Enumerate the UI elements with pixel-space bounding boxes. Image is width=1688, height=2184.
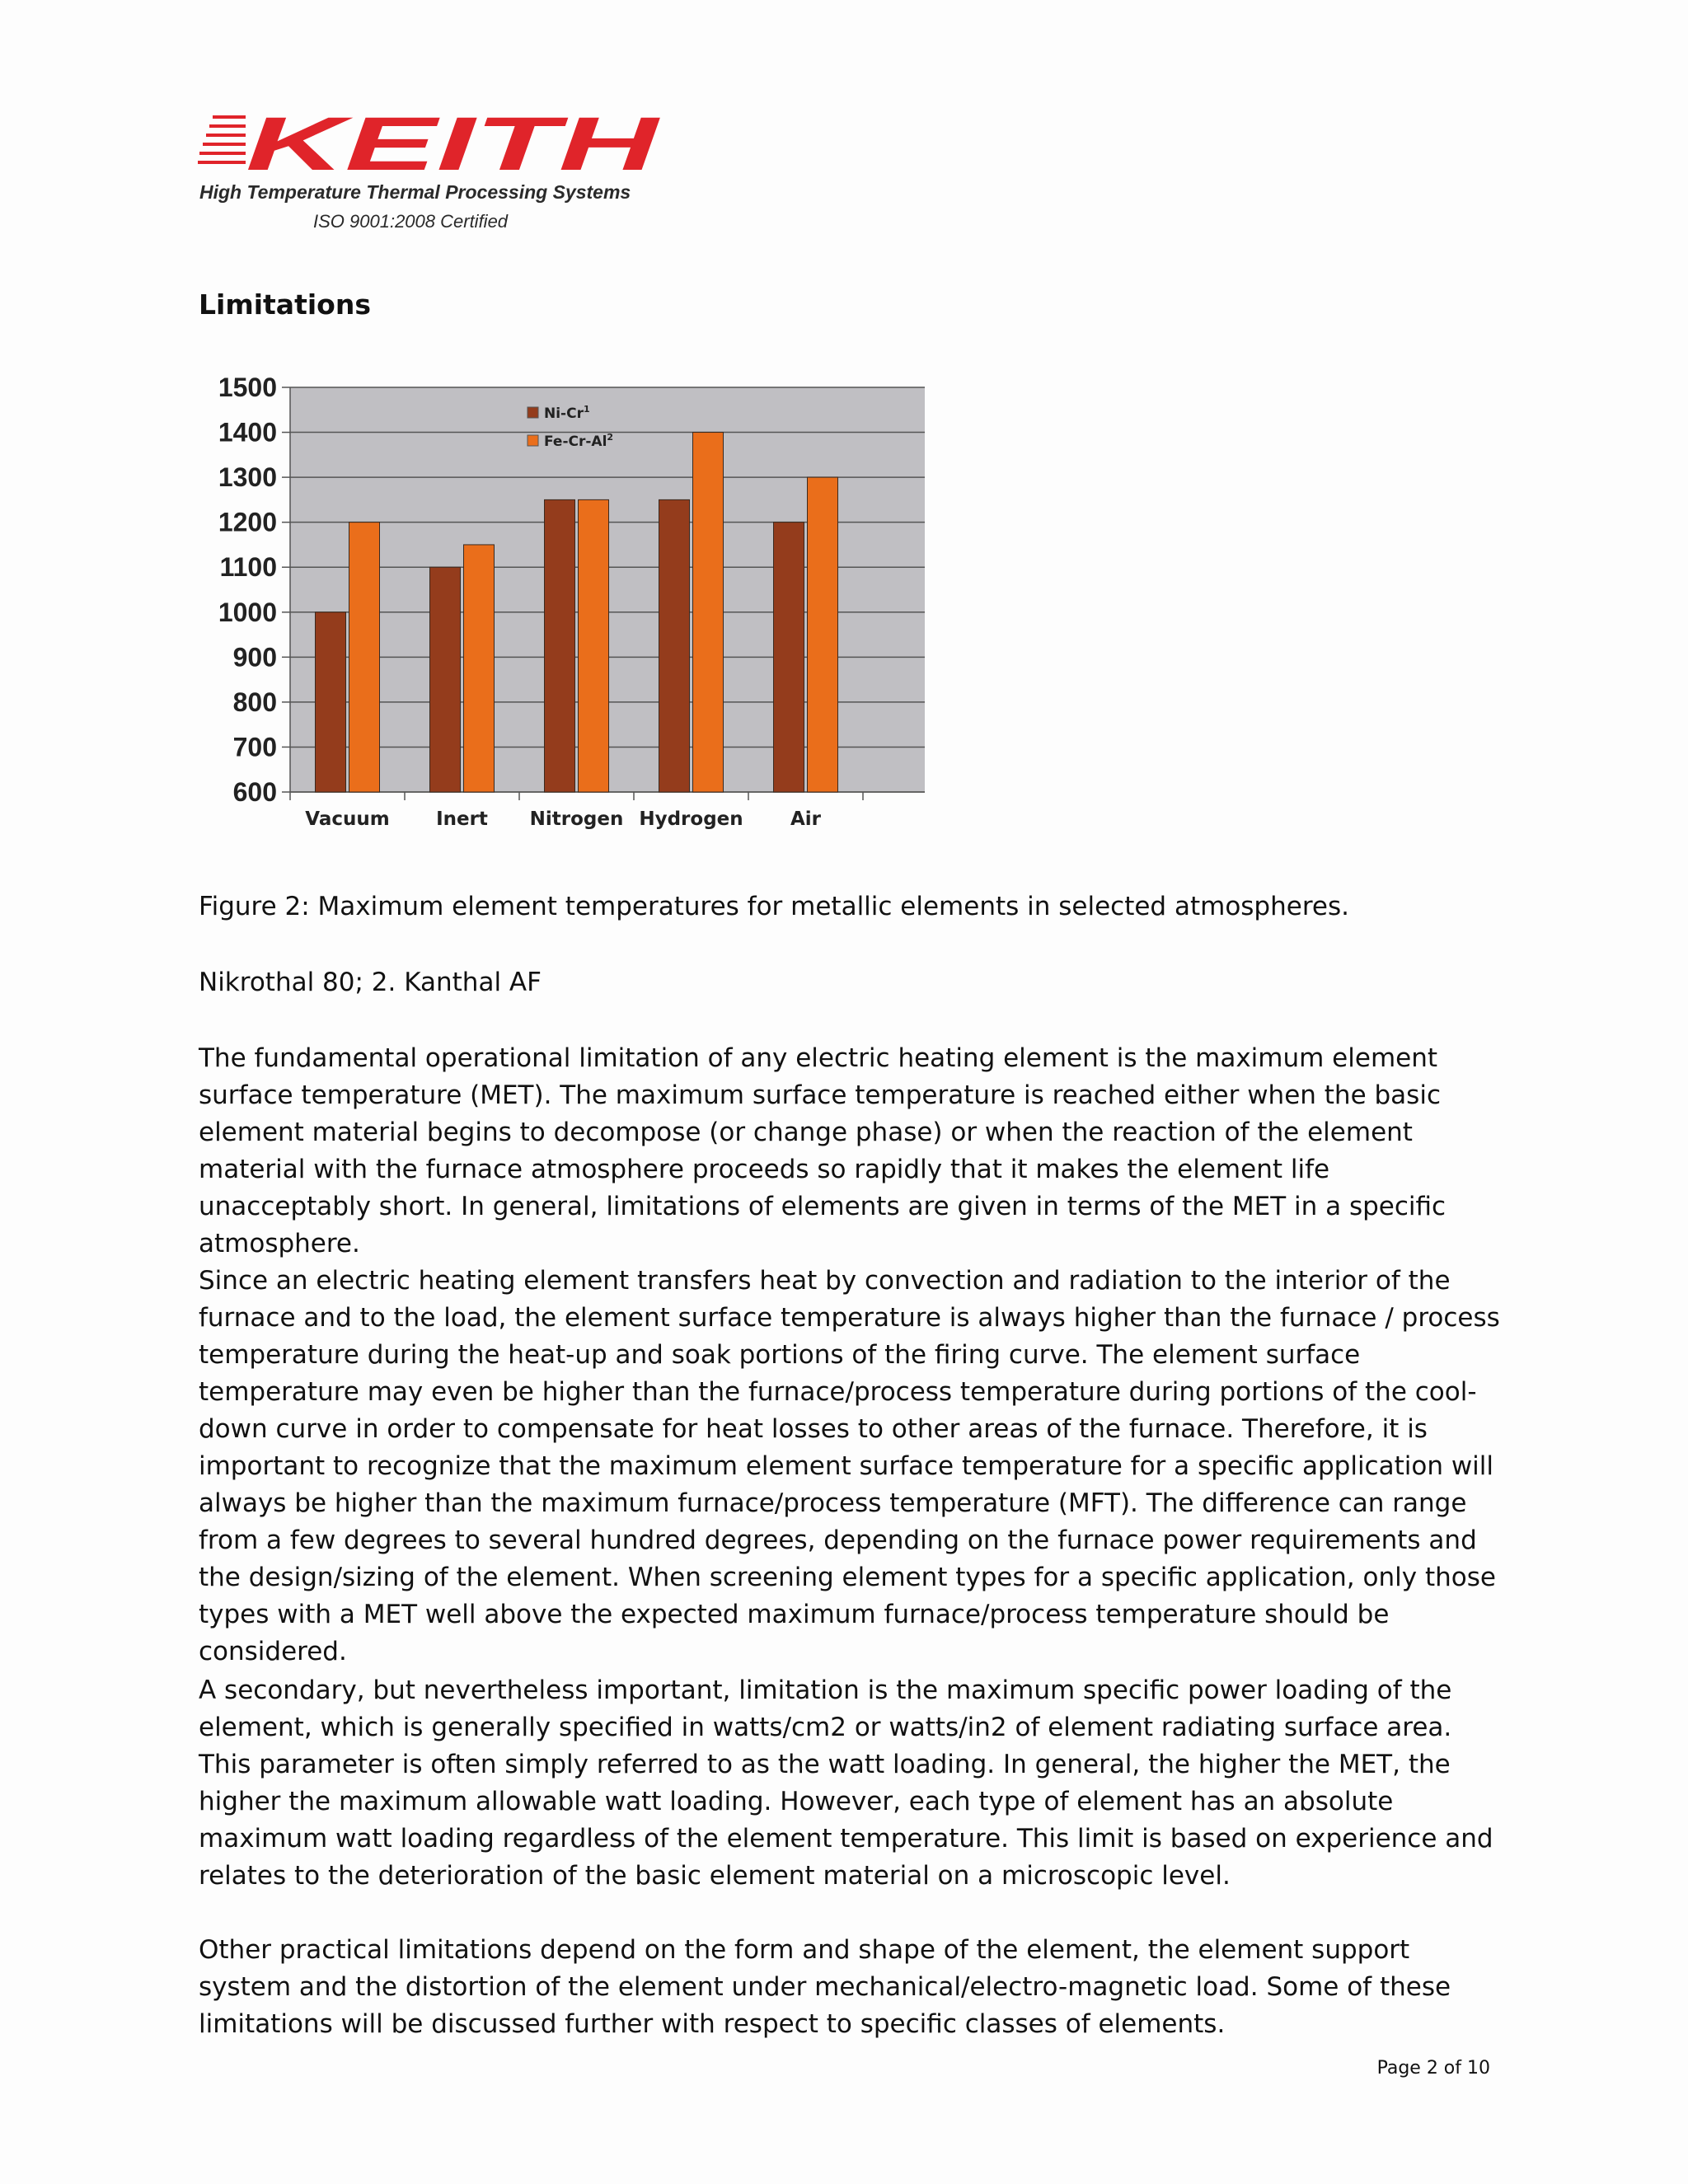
page-number: Page 2 of 10 xyxy=(1376,2058,1490,2079)
paragraph-3: A secondary, but nevertheless important, limitation is the maximum specific power loading of the element, which is generally specified in watts/cm2 or watts/in2 of element radiating surface area. This parameter is often simply referred to as the watt loading. In general, the higher the MET, the higher the maximum allowable watt loading. However, each type of element has an absolute maximum watt loading regardless of the element temperature. This limit is based on experience and relates to the deterioration of the basic element material on a microscopic level. xyxy=(199,1675,1493,1891)
y-tick-label: 700 xyxy=(232,732,277,762)
bar-fe-cr-al-vacuum xyxy=(349,523,380,792)
paragraph-2: Since an electric heating element transfers heat by convection and radiation to the interior of the furnace and to the load, the element surface temperature is always higher than the furnace / process temperature during the heat-up and soak portions of the firing curve. The element surface temperature may even be higher than the furnace/process temperature during portions of the cool-down curve in order to compensate for heat losses to other areas of the furnace. Therefore, it is important to recognize that the maximum element surface temperature for a specific application will always be higher than the maximum furnace/process temperature (MFT). The difference can range from a few degrees to several hundred degrees, depending on the furnace power requirements and the design/sizing of the element. When screening element types for a specific application, only those types with a MET well above the expected maximum furnace/process temperature should be considered. xyxy=(199,1266,1500,1666)
bar-ni-cr-nitrogen xyxy=(545,499,575,792)
x-category-label: Inert xyxy=(436,808,488,830)
y-tick-label: 1100 xyxy=(219,552,277,583)
legend-label: Ni-Cr$^1$ xyxy=(544,404,590,422)
bar-fe-cr-al-nitrogen xyxy=(579,499,609,792)
y-tick-label: 600 xyxy=(232,777,277,807)
bar-chart xyxy=(198,363,940,841)
logo-brand-text: KEITH xyxy=(246,109,662,178)
x-category-label: Nitrogen xyxy=(529,808,624,830)
bar-ni-cr-air xyxy=(774,523,804,792)
bar-ni-cr-inert xyxy=(430,567,461,792)
legend-label: Fe-Cr-Al$^2$ xyxy=(544,432,614,450)
paragraph-4: Other practical limitations depend on the form and shape of the element, the element support system and the distortion of the element under mechanical/electro-magnetic load. Some of these limitations will be discussed further with respect to specific classes of elements. xyxy=(199,1935,1451,2039)
y-tick-label: 900 xyxy=(232,642,277,673)
chart-svg xyxy=(198,363,940,841)
bar-fe-cr-al-air xyxy=(808,477,838,792)
section-heading: Limitations xyxy=(199,288,371,321)
bar-ni-cr-vacuum xyxy=(316,612,346,792)
y-tick-label: 1400 xyxy=(218,417,277,448)
paragraph-1: The fundamental operational limitation of any electric heating element is the maximum element surface temperature (MET). The maximum surface temperature is reached either when the basic element material begins to decompose (or change phase) or when the reaction of the element material with the furnace atmosphere proceeds so rapidly that it makes the element life unacceptably short. In general, limitations of elements are given in terms of the MET in a specific atmosphere. xyxy=(199,1043,1447,1258)
y-tick-label: 800 xyxy=(232,687,277,717)
bar-fe-cr-al-inert xyxy=(464,545,495,792)
keith-logo-mark xyxy=(198,109,668,178)
legend-superscript: 2 xyxy=(607,432,614,443)
y-tick-label: 1500 xyxy=(218,373,277,402)
bar-ni-cr-hydrogen xyxy=(659,499,690,792)
figure-caption: Figure 2: Maximum element temperatures for metallic elements in selected atmospheres. xyxy=(199,892,1349,921)
x-category-label: Air xyxy=(790,808,822,830)
x-category-label: Vacuum xyxy=(305,808,390,830)
logo-tagline: High Temperature Thermal Processing Systems xyxy=(199,181,631,203)
y-tick-label: 1200 xyxy=(218,507,277,537)
legend-swatch xyxy=(528,407,538,418)
logo-certification: ISO 9001:2008 Certified xyxy=(313,211,509,232)
x-category-label: Hydrogen xyxy=(639,808,743,830)
company-logo xyxy=(198,109,676,241)
y-tick-label: 1000 xyxy=(218,597,277,627)
legend-swatch xyxy=(528,435,538,446)
bar-fe-cr-al-hydrogen xyxy=(693,433,724,792)
legend-superscript: 1 xyxy=(583,404,590,415)
figure-footnote: Nikrothal 80; 2. Kanthal AF xyxy=(199,968,542,997)
y-tick-label: 1300 xyxy=(218,462,277,493)
